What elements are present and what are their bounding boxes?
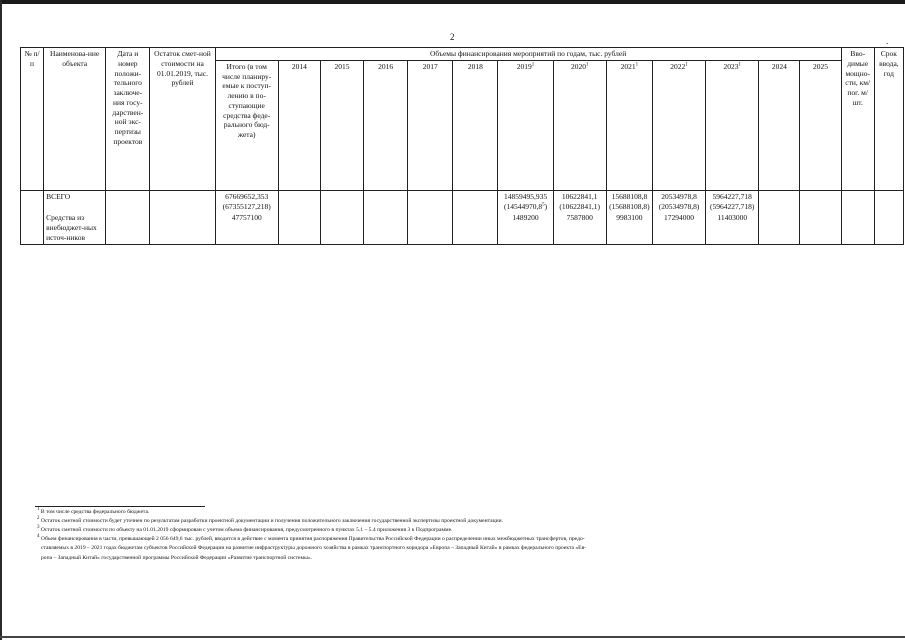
footnotes	[37, 508, 887, 563]
header-year-2025: 2025	[800, 60, 841, 190]
footnote-1: $^1$ В том числе средства федерального бюджета.	[37, 507, 150, 515]
header-year-2021: 2021$^1$	[606, 60, 652, 190]
cell-2023: 11403000	[706, 212, 759, 244]
cell-2022: 20534978,8 (20534978,8)	[652, 190, 705, 212]
footnote-divider	[35, 506, 205, 507]
header-year-2020: 2020$^1$	[553, 60, 606, 190]
table-row-total	[21, 190, 904, 212]
header-capacity: Вво-димые мощно-сти, км/ пог. м/шт.	[841, 48, 874, 191]
cell-total: 67669652,353 (67355127,218)	[215, 190, 278, 212]
header-year-2015: 2015	[320, 60, 363, 190]
header-year-2014: 2014	[278, 60, 320, 190]
header-total: Итого (в том числе планиру-емые к поступ-лению в по-ступающие средства феде-рального бюд-жета)	[215, 60, 278, 190]
top-border	[0, 0, 905, 4]
table-row-extrabudget	[21, 212, 904, 244]
cell-2022: 17294000	[652, 212, 705, 244]
header-year-2016: 2016	[364, 60, 408, 190]
cell-2021: 15688108,8 (15688108,8)	[606, 190, 652, 212]
cell-2019: 14859495,935 (14544970,8$^5$)	[498, 190, 553, 212]
header-year-2024: 2024	[759, 60, 800, 190]
footnote-3: $^3$ Остаток сметной стоимости по объекту на 01.01.2019 сформирован с учетом объема финансирования, предусмотренного в пунктах 5.1 – 5.4 приложения 3 к Подпрограмме.	[37, 525, 453, 534]
header-financing-volumes: Объемы финансирования мероприятий по годам, тыс. рублей	[215, 48, 841, 61]
header-balance: Остаток смет-ной стоимости на 01.01.2019, тыс. рублей	[150, 48, 215, 191]
header-year-2018: 2018	[453, 60, 498, 190]
footnote-4-cont: ставляемых в 2019 – 2021 годах бюджетам субъектов Российской Федерации на развитие инфраструктуры дорожного хозяйства в рамках транспортного коридора «Европа – Западный Китай» в рамках федерального проекта «Ев-	[41, 545, 587, 552]
header-year-2023: 2023$^1$	[706, 60, 759, 190]
cell-2019: 1489200	[498, 212, 553, 244]
header-expertise-date: Дата и номер положи-тельного заключе-ния госу-дарствен-ной экс-пертизы проектов	[106, 48, 150, 191]
footnote-4: $^4$ Объем финансирования в части, превышающей 2 056 649,6 тыс. рублей, вводится в действие с момента принятия распоряжения Правительства Российской Федерации о распределении иных межбюджетных трансфертов, предо-	[37, 534, 585, 543]
header-row-1	[21, 48, 904, 61]
header-year-2019: 2019$^1$	[498, 60, 553, 190]
header-year-2017: 2017	[408, 60, 453, 190]
cell-2023: 5964227,718 (5964227,718)	[706, 190, 759, 212]
financing-table	[20, 47, 904, 245]
row-label-extrabudget: Средства из внебюджет-ных источ-ников	[44, 212, 106, 244]
cell-2020: 10622841,1 (10622841,1)	[553, 190, 606, 212]
footnote-2: $^2$ Остаток сметной стоимости будет уточнен по результатам разработки проектной документации и получения положительного заключения государственной экспертизы проектной документации.	[37, 516, 504, 525]
cell-2021: 9983100	[606, 212, 652, 244]
row-label-total: ВСЕГО	[44, 190, 106, 212]
cell-2020: 7587800	[553, 212, 606, 244]
header-object-name: Наименова-ние объекта	[44, 48, 106, 191]
left-border	[0, 0, 2, 640]
cell-total: 47757100	[215, 212, 278, 244]
footnote-4-cont: ропа – Западный Китай» государственной программы Российской Федерации «Развитие транспортной системы».	[41, 554, 313, 561]
header-year-2022: 2022$^1$	[652, 60, 705, 190]
header-term: Срок ввода, год	[874, 48, 903, 191]
page-number: 2	[450, 32, 455, 42]
header-num: № п/п	[21, 48, 44, 191]
bottom-border	[0, 636, 905, 638]
corner-mark: .	[886, 36, 889, 46]
